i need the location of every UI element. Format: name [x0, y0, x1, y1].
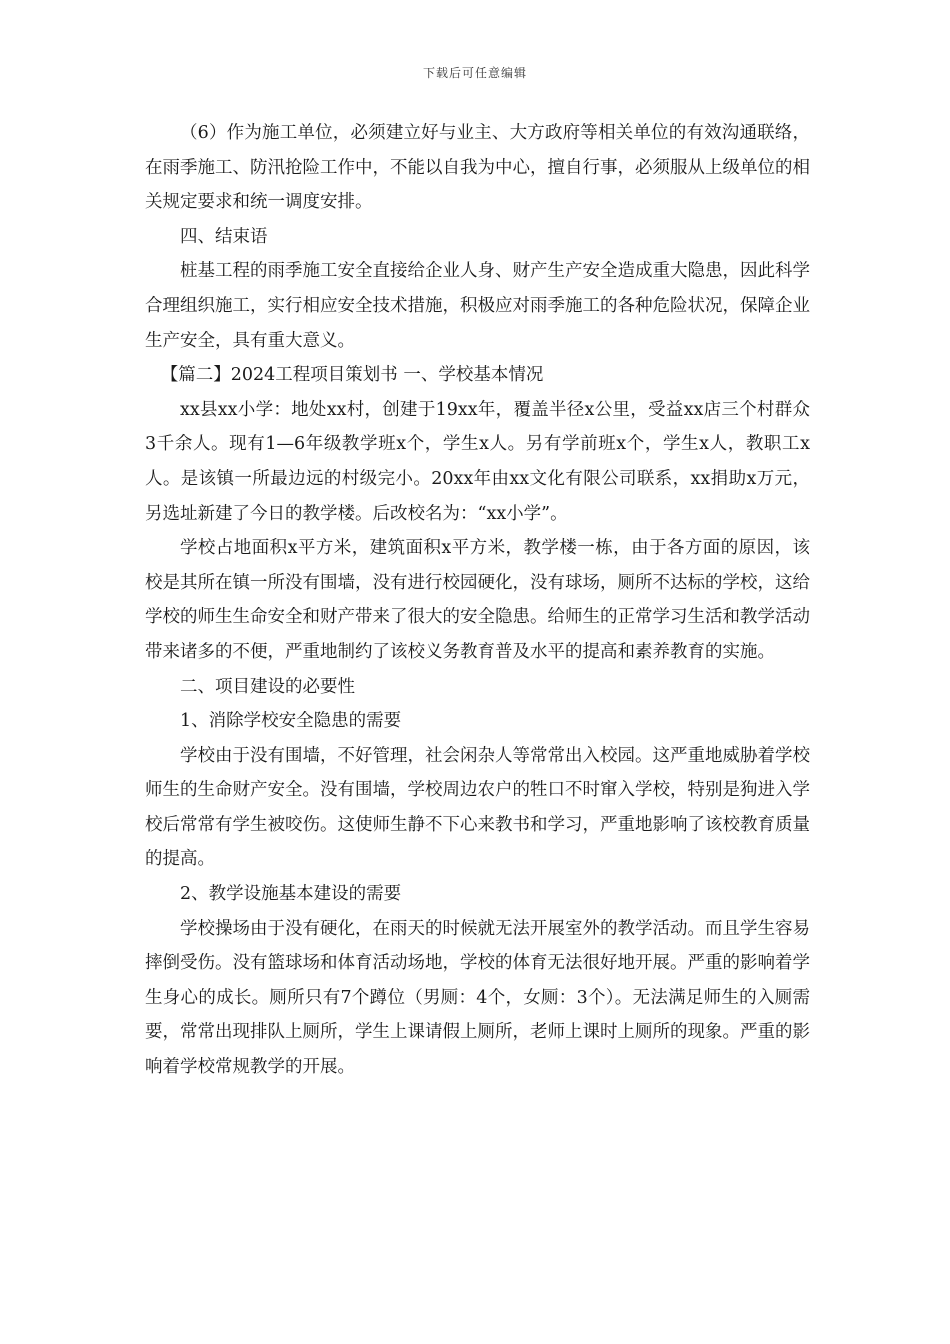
page-header: 下载后可任意编辑 — [422, 66, 527, 80]
section-title-part-two: 【篇二】2024工程项目策划书 一、学校基本情况 — [160, 365, 544, 386]
paragraph-conclusion: 桩基工程的雨季施工安全直接给企业人身、财产生产安全造成重大隐患，因此科学合理组织施工，实行相应安全技术措施，积极应对雨季施工的各种危险状况，保障企业生产安全，具有重大意义。 — [145, 261, 810, 351]
paragraph-facilities: 学校操场由于没有硬化，在雨天的时候就无法开展室外的教学活动。而且学生容易摔倒受伤。没有篮球场和体育活动场地，学校的体育无法很好地开展。严重的影响着学生身心的成长。厕所只有7个蹲位（男厕：4个，女厕：3个）。无法满足师生的入厕需要，常常出现排队上厕所，学生上课请假上厕所，老师上课时上厕所的现象。严重的影响着学校常规教学的开展。 — [145, 918, 810, 1078]
paragraph-school-overview: xx县xx小学：地处xx村，创建于19xx年，覆盖半径x公里，受益xx店三个村群众3千余人。现有1—6年级教学班x个，学生x人。另有学前班x个，学生x人，教职工x人。是该镇一所最边远的村级完小。20xx年由xx文化有限公司联系，xx捐助x万元，另选址新建了今日的教学楼。后改校名为：“xx小学”。 — [145, 399, 810, 524]
subheading-facilities: 2、教学设施基本建设的需要 — [180, 884, 402, 905]
subheading-safety: 1、消除学校安全隐患的需要 — [180, 711, 402, 732]
paragraph-safety: 学校由于没有围墙，不好管理，社会闲杂人等常常出入校园。这严重地威胁着学校师生的生命财产安全。没有围墙，学校周边农户的牲口不时窜入学校，特别是狗进入学校后常常有学生被咬伤。这使师生静不下心来教书和学习，严重地影响了该校教育质量的提高。 — [145, 745, 810, 870]
paragraph-school-area: 学校占地面积x平方米，建筑面积x平方米，教学楼一栋，由于各方面的原因，该校是其所在镇一所没有围墙，没有进行校园硬化，没有球场，厕所不达标的学校，这给学校的师生生命安全和财产带来了很大的安全隐患。给师生的正常学习生活和教学活动带来诸多的不便，严重地制约了该校义务教育普及水平的提高和素养教育的实施。 — [145, 538, 810, 662]
section-heading-necessity: 二、项目建设的必要性 — [180, 676, 355, 697]
paragraph-construction-unit: （6）作为施工单位，必须建立好与业主、大方政府等相关单位的有效沟通联络，在雨季施工、防汛抢险工作中，不能以自我为中心，擅自行事，必须服从上级单位的相关规定要求和统一调度安排。 — [145, 123, 810, 213]
document-body — [145, 116, 810, 1085]
section-heading-conclusion: 四、结束语 — [180, 226, 268, 247]
